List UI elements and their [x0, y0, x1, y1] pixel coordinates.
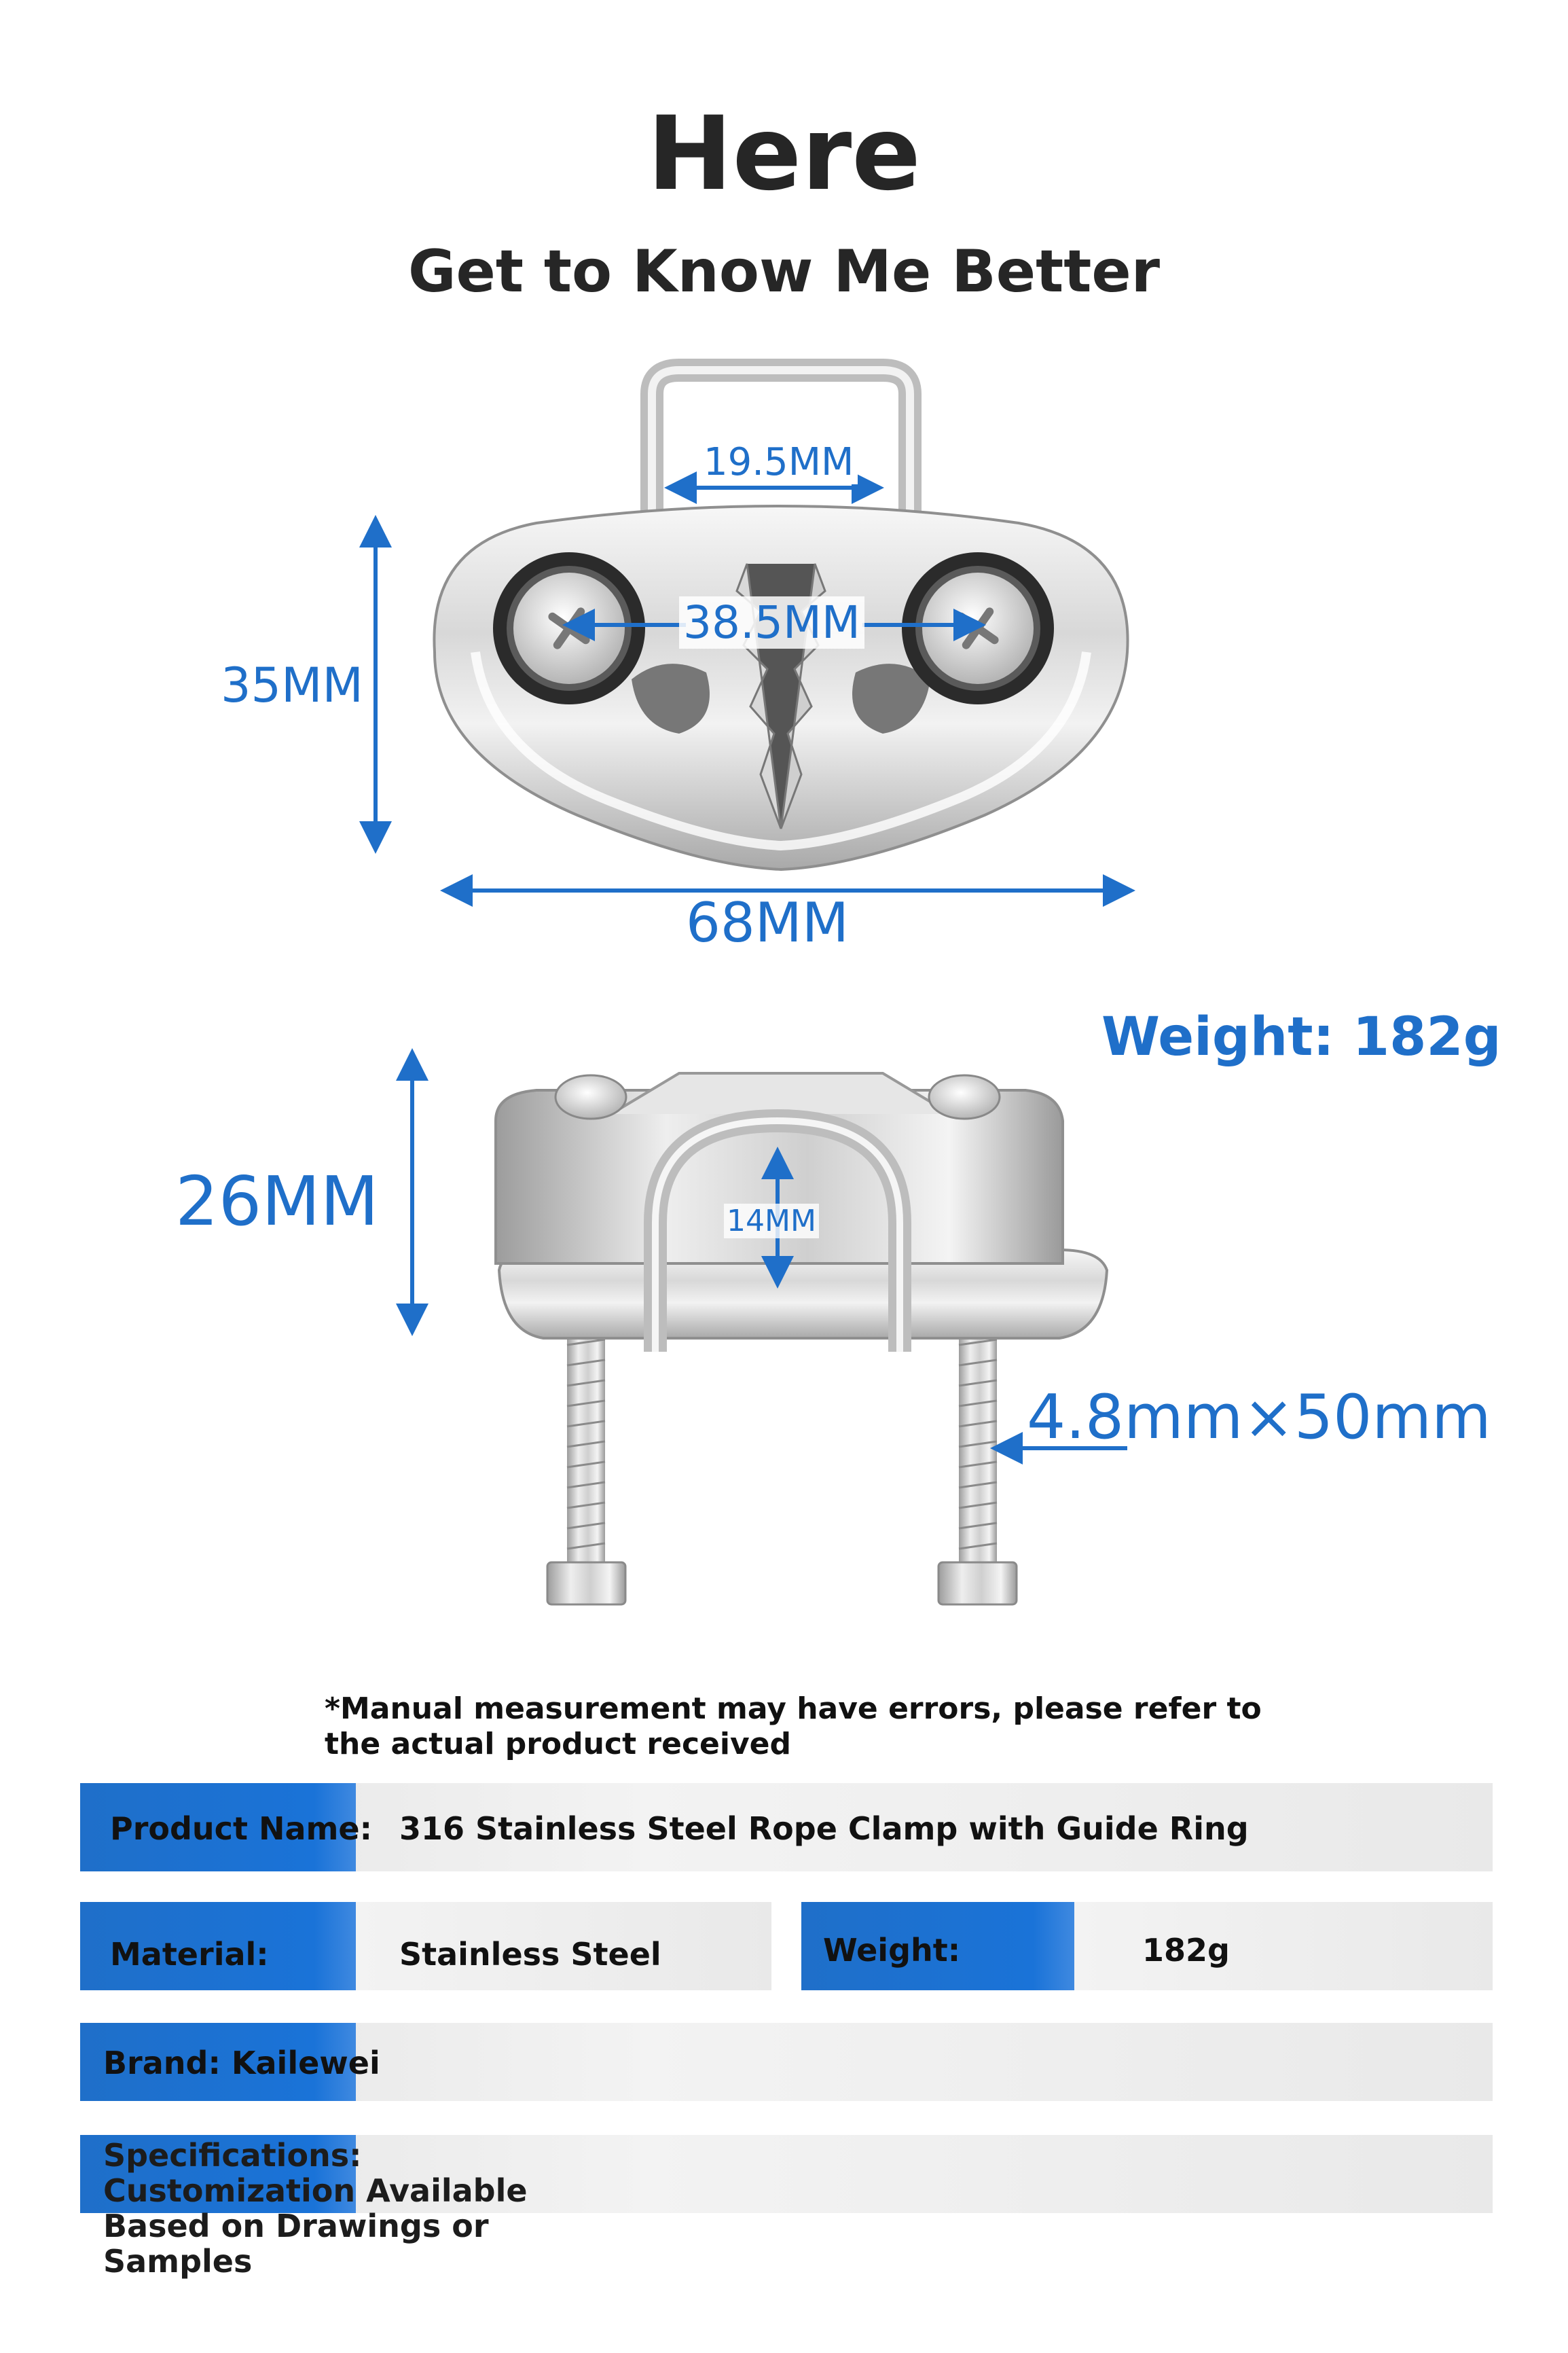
height-label: 35MM: [221, 658, 363, 713]
page-title: Here: [647, 95, 921, 213]
screw-span-label: 38.5MM: [679, 596, 864, 649]
spec-row-brand: [80, 2023, 1493, 2101]
specifications-text: Specifications: Customization Available Based on Drawings or Samples: [103, 2137, 528, 2280]
length-label: 68MM: [686, 891, 849, 954]
weight-spec-label: Weight:: [823, 1932, 961, 1969]
product-name-value: 316 Stainless Steel Rope Clamp with Guide Ring: [399, 1810, 1249, 1847]
measurement-note: *Manual measurement may have errors, please refer to the actual product received: [325, 1691, 1262, 1761]
weight-headline: Weight: 182g: [1101, 1007, 1501, 1068]
ring-width-label: 19.5MM: [699, 440, 858, 484]
weight-spec-value: 182g: [1142, 1932, 1230, 1969]
side-height-label: 26MM: [175, 1162, 379, 1241]
brand-label: Brand: Kailewei: [103, 2045, 380, 2081]
spec-row-material: [80, 1902, 771, 1990]
spec-row-weight: [801, 1902, 1493, 1990]
material-label: Material:: [110, 1936, 269, 1973]
product-name-label: Product Name:: [110, 1810, 373, 1847]
spec-row-specifications: [80, 2135, 1493, 2280]
material-value: Stainless Steel: [399, 1936, 661, 1973]
bolt-size-label: 4.8mm×50mm: [1027, 1382, 1491, 1453]
page-subtitle: Get to Know Me Better: [407, 238, 1161, 306]
side-view-cleat: [496, 1073, 1107, 1604]
spec-row-product-name: [80, 1783, 1493, 1871]
ring-clearance-label: 14MM: [724, 1204, 819, 1238]
